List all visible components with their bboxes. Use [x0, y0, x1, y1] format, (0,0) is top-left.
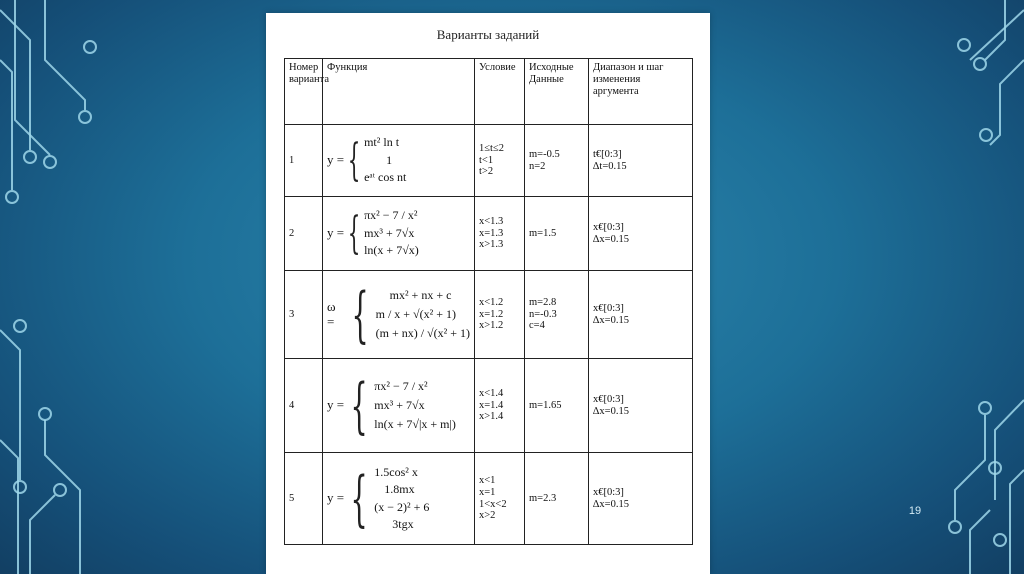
function-cell — [323, 125, 475, 197]
function-cell — [323, 359, 475, 453]
function-cell — [323, 271, 475, 359]
brace-symbol: { — [351, 279, 370, 350]
table-header-row — [285, 59, 693, 125]
range-cell: x€[0:3] ∆x=0.15 — [589, 453, 693, 545]
function-lhs: ω = — [327, 299, 336, 329]
variant-number: 1 — [285, 125, 323, 197]
function-lhs: y = — [327, 490, 345, 506]
header-variant: Номер варианта — [285, 59, 323, 125]
function-case: mx³ + 7√x — [374, 397, 425, 412]
input-data-cell: m=1.5 — [525, 197, 589, 271]
input-data-cell: m=-0.5 n=2 — [525, 125, 589, 197]
brace-symbol: { — [347, 134, 361, 186]
input-data-cell: m=2.3 — [525, 453, 589, 545]
function-case: (x − 2)² + 6 — [374, 499, 430, 514]
input-data-cell: m=1.65 — [525, 359, 589, 453]
function-cell — [323, 453, 475, 545]
function-lhs: y = — [327, 152, 345, 168]
condition-cell: x<1.3 x=1.3 x>1.3 — [475, 197, 525, 271]
function-cell — [323, 197, 475, 271]
condition-cell: x<1 x=1 1<x<2 x>2 — [475, 453, 525, 545]
function-case: mx³ + 7√x — [364, 225, 415, 240]
table-row — [285, 125, 693, 197]
variant-number: 4 — [285, 359, 323, 453]
header-input-data: Исходные Данные — [525, 59, 589, 125]
variant-number: 3 — [285, 271, 323, 359]
function-case: mt² ln t — [364, 135, 400, 150]
function-case: mx² + nx + c — [389, 287, 452, 302]
function-case: 1.8mx — [384, 482, 415, 497]
function-case: πx² − 7 / x² — [374, 378, 428, 393]
document-page — [266, 13, 710, 574]
function-lhs: y = — [327, 225, 345, 241]
function-case: ln(x + 7√x) — [364, 243, 419, 258]
range-cell: x€[0:3] ∆x=0.15 — [589, 271, 693, 359]
function-case: ln(x + 7√|x + m|) — [374, 417, 456, 432]
condition-cell: x<1.4 x=1.4 x>1.4 — [475, 359, 525, 453]
function-lhs: y = — [327, 397, 345, 413]
range-cell: t€[0:3] ∆t=0.15 — [589, 125, 693, 197]
function-case: eᵃᵗ cos nt — [364, 170, 407, 185]
input-data-cell: m=2.8 n=-0.3 c=4 — [525, 271, 589, 359]
function-case: πx² − 7 / x² — [364, 208, 418, 223]
header-function: Функция — [323, 59, 475, 125]
function-case: 1 — [386, 152, 393, 167]
function-case: 3tgx — [392, 516, 414, 531]
table-row — [285, 359, 693, 453]
brace-symbol: { — [347, 207, 361, 259]
condition-cell: x<1.2 x=1.2 x>1.2 — [475, 271, 525, 359]
variant-number: 2 — [285, 197, 323, 271]
function-case: (m + nx) / √(x² + 1) — [375, 326, 470, 341]
table-row — [285, 271, 693, 359]
header-range: Диапазон и шаг изменения аргумента — [589, 59, 693, 125]
brace-symbol: { — [350, 370, 368, 441]
brace-symbol: { — [350, 463, 368, 534]
range-cell: x€[0:3] ∆x=0.15 — [589, 359, 693, 453]
range-cell: x€[0:3] ∆x=0.15 — [589, 197, 693, 271]
document-title: Варианты заданий — [436, 27, 540, 42]
table-row — [285, 197, 693, 271]
variants-table — [284, 58, 693, 545]
function-case: m / x + √(x² + 1) — [375, 306, 457, 321]
function-case: 1.5cos² x — [374, 464, 418, 479]
slide-number: 19 — [908, 505, 922, 517]
header-condition: Условие — [475, 59, 525, 125]
variant-number: 5 — [285, 453, 323, 545]
condition-cell: 1≤t≤2 t<1 t>2 — [475, 125, 525, 197]
table-row — [285, 453, 693, 545]
